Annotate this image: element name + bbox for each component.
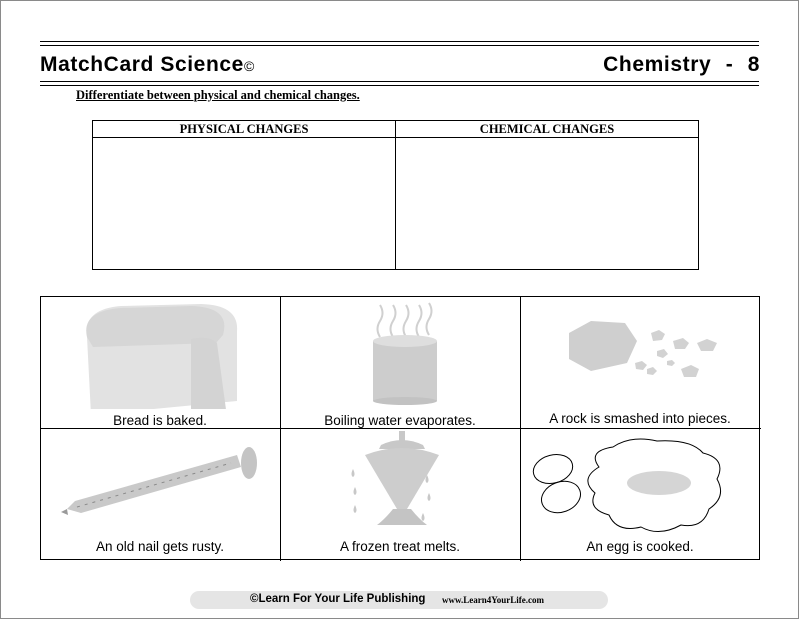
melting-treat-icon [281, 429, 519, 541]
worksheet-title [40, 53, 255, 77]
card-frozen-treat [281, 429, 521, 561]
card-nail [41, 429, 281, 561]
card-caption: An old nail gets rusty. [95, 539, 225, 554]
bread-icon [41, 297, 279, 409]
heading-separator: - [725, 53, 734, 76]
physical-changes-area [93, 138, 396, 270]
chemical-changes-area [396, 138, 699, 270]
rusty-nail-icon [41, 429, 279, 541]
top-rule [40, 41, 759, 42]
subject-name: Chemistry [603, 53, 712, 76]
smashed-rock-icon [521, 297, 759, 409]
boiling-pot-icon [281, 297, 519, 409]
brand-name: MatchCard Science [40, 53, 244, 76]
card-caption: Boiling water evaporates. [324, 413, 476, 428]
card-caption: An egg is cooked. [586, 539, 694, 554]
subject-heading [603, 53, 760, 77]
physical-changes-header: PHYSICAL CHANGES [93, 121, 396, 138]
card-egg [521, 429, 761, 561]
fried-egg-icon [521, 429, 759, 541]
card-caption: Bread is baked. [113, 413, 207, 428]
chemical-changes-header: CHEMICAL CHANGES [396, 121, 699, 138]
top-rule-2 [40, 45, 759, 46]
card-number: 8 [747, 53, 760, 76]
card-bread [41, 297, 281, 429]
copyright-mark: © [243, 58, 255, 74]
card-rock [521, 297, 761, 429]
publisher-text: ©Learn For Your Life Publishing [250, 593, 426, 605]
card-caption: A frozen treat melts. [339, 539, 461, 554]
header-rule [40, 81, 759, 82]
card-caption: A rock is smashed into pieces. [549, 411, 731, 426]
footer-bar [190, 591, 608, 609]
instruction-text: Differentiate between physical and chemical changes. [76, 88, 360, 102]
match-cards [40, 296, 760, 560]
sorting-table [92, 120, 699, 270]
header-rule-2 [40, 85, 759, 86]
card-boiling-water [281, 297, 521, 429]
website-text: www.Learn4YourLife.com [442, 595, 544, 605]
